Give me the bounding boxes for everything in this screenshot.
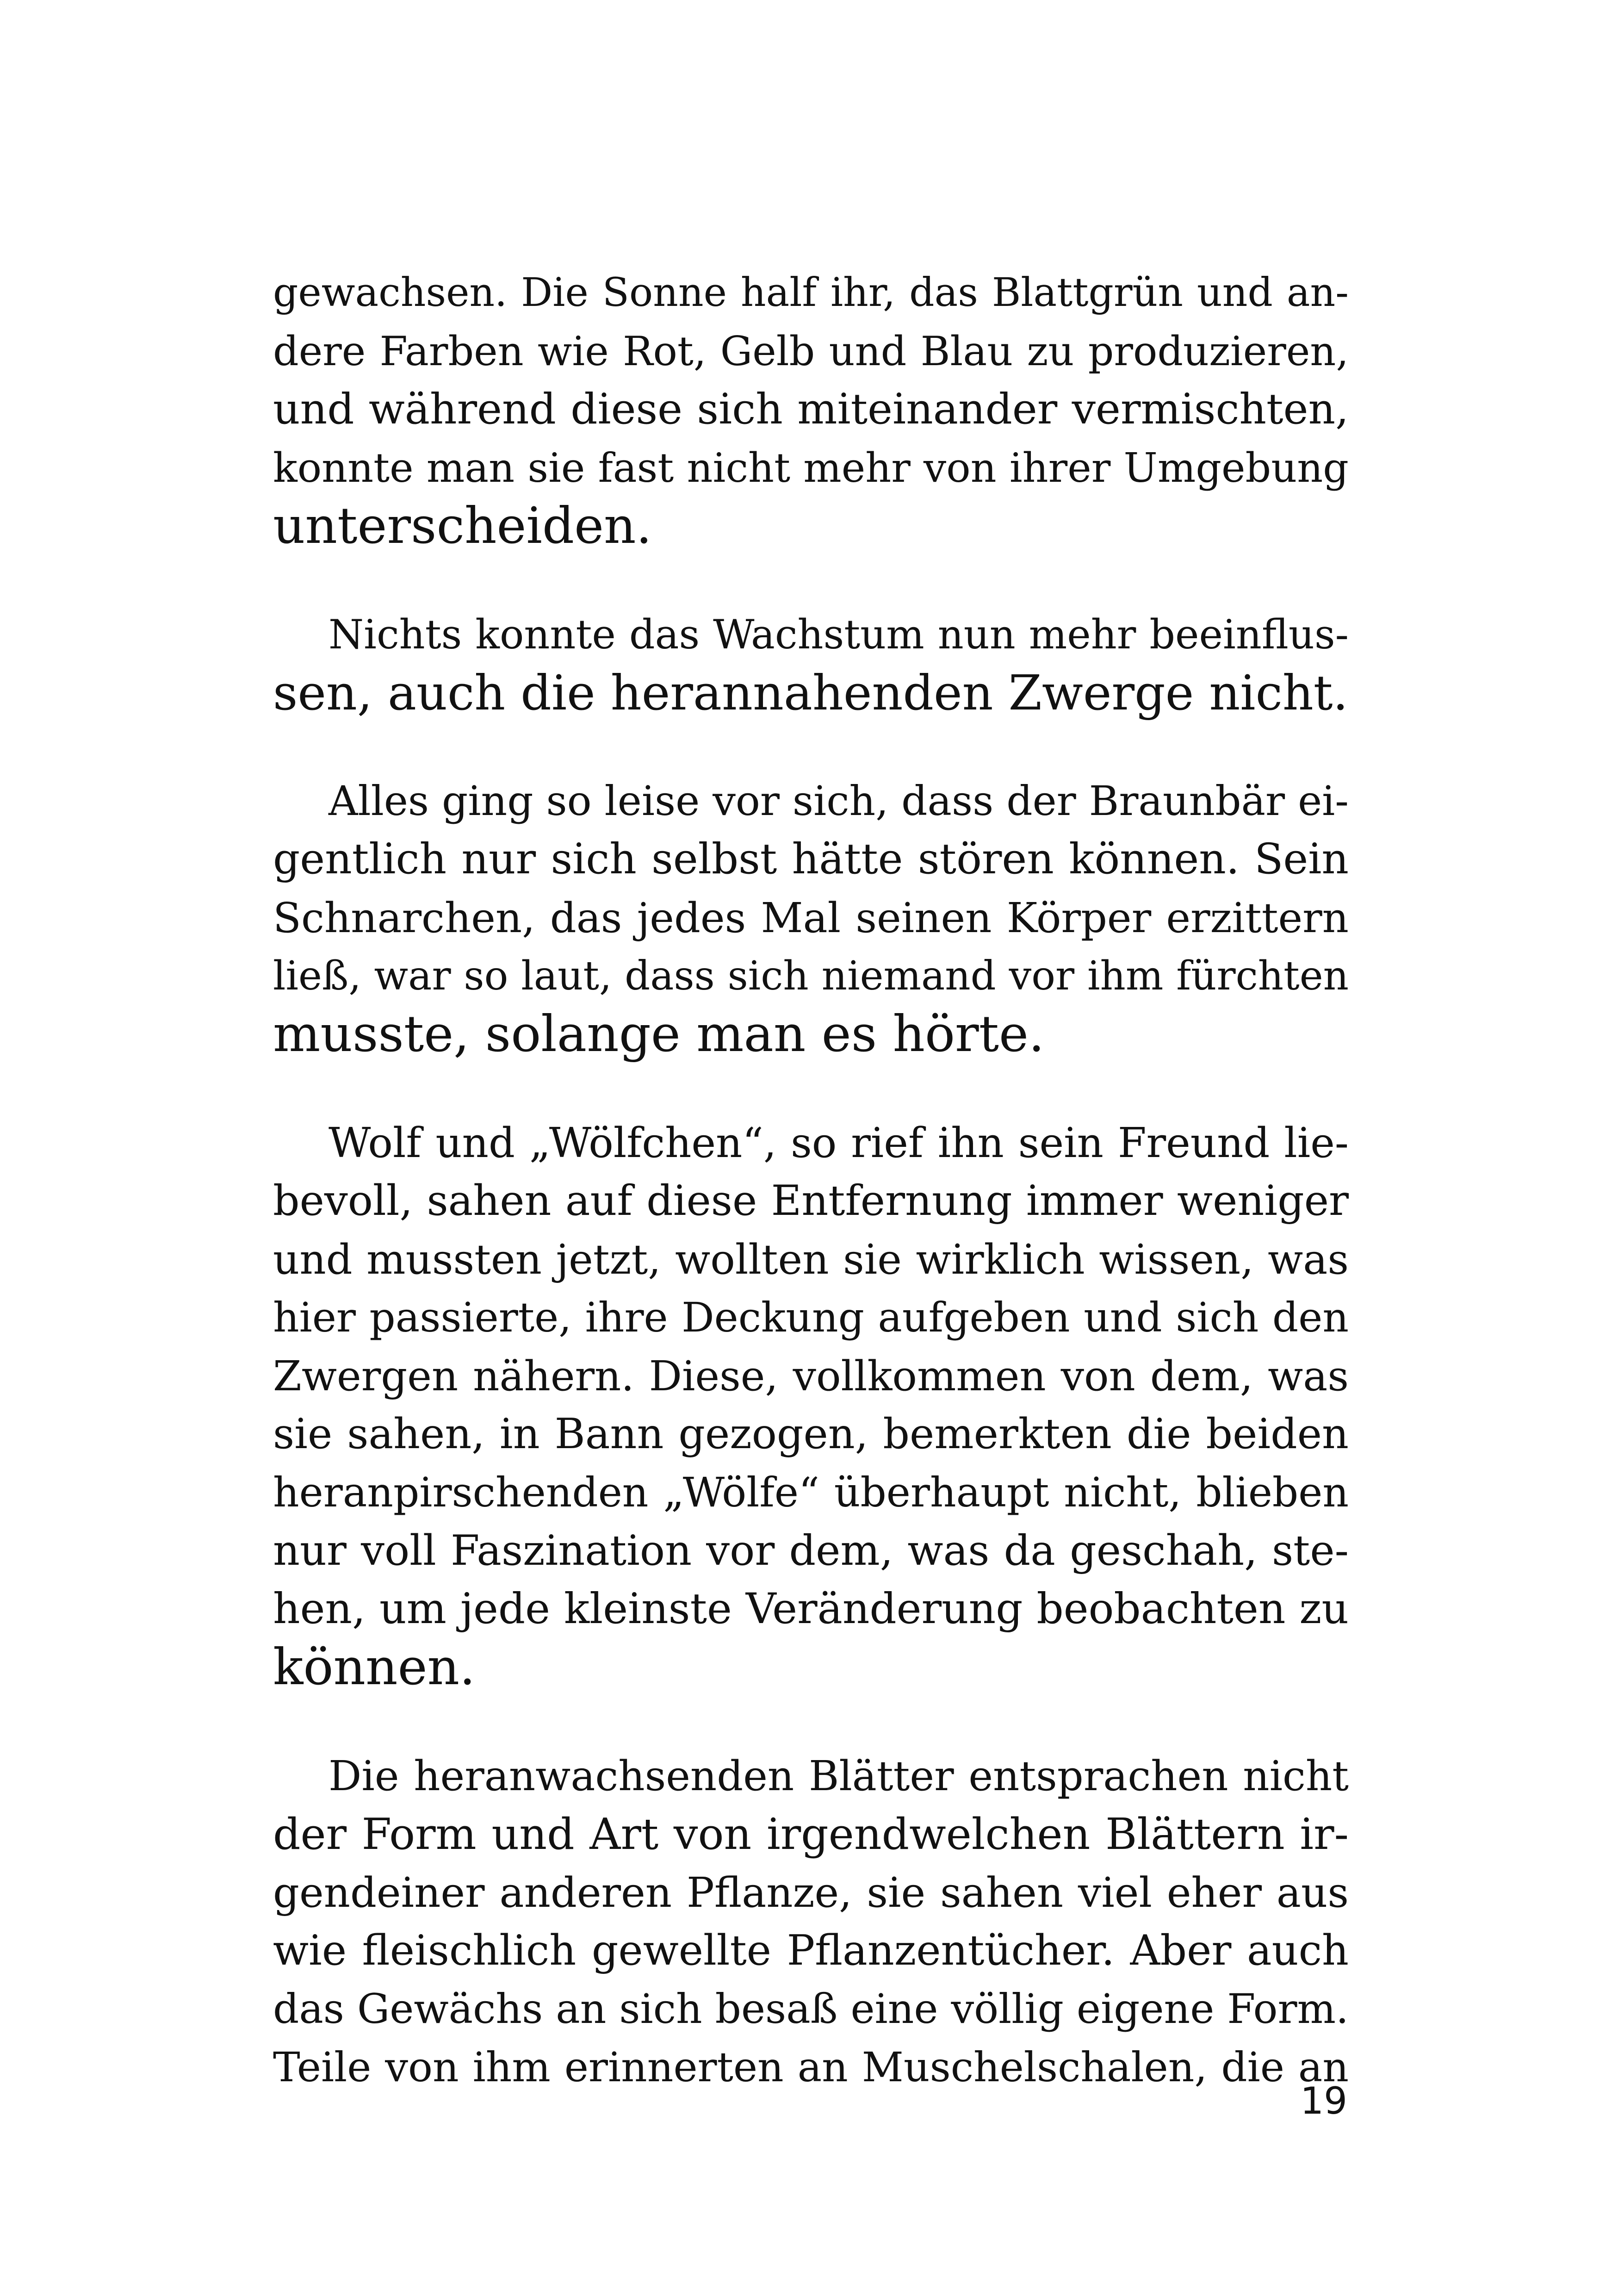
- text-line: unterscheiden.: [273, 497, 652, 555]
- text-line: sen, auch die herannahenden Zwerge nicht.: [273, 665, 1348, 721]
- text-line: können.: [273, 1638, 476, 1696]
- text-line: gendeiner anderen Pflanze, sie sahen viel eher aus: [273, 1868, 1349, 1916]
- text-line: dere Farben wie Rot, Gelb und Blau zu produzieren,: [273, 328, 1349, 375]
- text-line: Nichts konnte das Wachstum nun mehr beeinflus-: [329, 611, 1349, 658]
- body-text: [273, 264, 1349, 2097]
- text-line: Die heranwachsenden Blätter entsprachen nicht: [329, 1752, 1349, 1800]
- text-line: und mussten jetzt, wollten sie wirklich wissen, was: [273, 1235, 1349, 1283]
- text-line: gewachsen. Die Sonne half ihr, das Blattgrün und an-: [273, 270, 1349, 316]
- text-line: wie fleischlich gewellte Pflanzentücher. Aber auch: [273, 1926, 1349, 1975]
- page-number: 19: [1300, 2079, 1347, 2122]
- text-line: hier passierte, ihre Deckung aufgeben und sich den: [273, 1294, 1349, 1341]
- text-line: nur voll Faszination vor dem, was da geschah, ste-: [273, 1526, 1349, 1575]
- paragraph: [273, 264, 1349, 555]
- text-line: das Gewächs an sich besaß eine völlig eigene Form.: [273, 1985, 1349, 2033]
- text-line: ließ, war so laut, dass sich niemand vor ihm fürchten: [273, 953, 1349, 999]
- text-line: der Form und Art von irgendwelchen Blättern ir-: [273, 1809, 1349, 1859]
- text-line: musste, solange man es hörte.: [273, 1005, 1045, 1063]
- text-line: gentlich nur sich selbst hätte stören können. Sein: [273, 835, 1349, 884]
- text-line: hen, um jede kleinste Veränderung beobachten zu: [273, 1585, 1349, 1633]
- text-line: bevoll, sahen auf diese Entfernung immer weniger: [273, 1176, 1349, 1225]
- text-line: Schnarchen, das jedes Mal seinen Körper erzittern: [273, 894, 1349, 942]
- paragraph: [273, 1747, 1349, 2097]
- paragraph: [273, 605, 1349, 722]
- text-line: Wolf und „Wölfchen“, so rief ihn sein Freund lie-: [329, 1119, 1349, 1167]
- text-line: sie sahen, in Bann gezogen, bemerkten die beiden: [273, 1410, 1349, 1458]
- text-line: Zwergen nähern. Diese, vollkommen von dem, was: [273, 1352, 1349, 1400]
- text-line: heranpirschenden „Wölfe“ überhaupt nicht, blieben: [273, 1468, 1349, 1516]
- text-line: konnte man sie fast nicht mehr von ihrer Umgebung: [273, 444, 1349, 492]
- text-line: Alles ging so leise vor sich, dass der Braunbär ei-: [329, 777, 1349, 825]
- paragraph: [273, 772, 1349, 1064]
- text-line: Teile von ihm erinnerten an Muschelschalen, die an: [273, 2043, 1349, 2091]
- text-line: und während diese sich miteinander vermischten,: [273, 385, 1349, 434]
- paragraph: [273, 1114, 1349, 1697]
